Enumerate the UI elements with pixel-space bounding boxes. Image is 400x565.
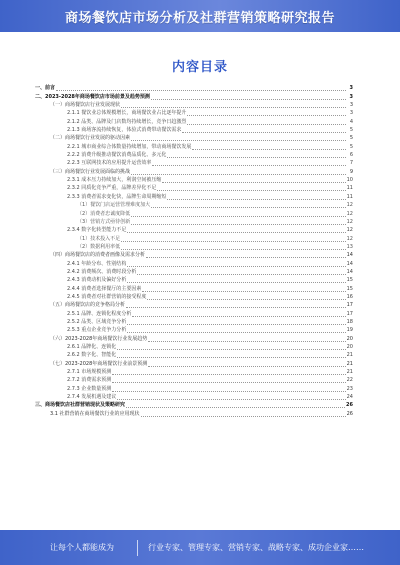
toc-entry-title: （七）2023-2028年商场餐饮行业前景预测 (50, 360, 148, 367)
toc-entry-title: （1）餐饮门店运营管理难度加大 (77, 202, 151, 209)
toc-dot-leader (141, 416, 346, 417)
toc-dot-leader (121, 241, 345, 242)
report-header-banner (0, 0, 400, 32)
toc-entry[interactable] (33, 251, 353, 259)
toc-dot-leader (127, 232, 345, 233)
toc-entry[interactable] (33, 276, 353, 284)
toc-entry-page: 19 (346, 327, 353, 334)
footer-banner (0, 530, 400, 565)
toc-entry[interactable] (33, 109, 353, 117)
toc-entry[interactable] (33, 401, 353, 409)
toc-entry[interactable] (33, 84, 353, 92)
toc-entry-page: 3 (349, 102, 353, 109)
toc-entry[interactable] (33, 92, 353, 100)
toc-dot-leader (121, 107, 346, 108)
toc-entry-page: 13 (346, 243, 353, 250)
toc-dot-leader (142, 291, 345, 292)
toc-dot-leader (127, 324, 345, 325)
toc-entry-title: （1）技术投入不足 (77, 235, 121, 242)
toc-entry[interactable] (33, 218, 353, 226)
toc-heading: 内容目录 (171, 60, 228, 75)
toc-entry-page: 12 (346, 202, 353, 209)
toc-entry[interactable] (33, 243, 353, 251)
toc-entry-title: 2.1.2 品类、品牌及门店数均持续增长，竞争日趋激烈 (67, 118, 187, 125)
toc-dot-leader (56, 90, 346, 91)
toc-entry-page: 5 (349, 143, 353, 150)
toc-entry-title: 2.7.3 企业数量预测 (67, 385, 112, 392)
toc-entry[interactable] (33, 326, 353, 334)
toc-entry[interactable] (33, 151, 353, 159)
toc-entry[interactable] (33, 126, 353, 134)
toc-dot-leader (151, 99, 346, 100)
toc-dot-leader (112, 382, 345, 383)
toc-entry-page: 15 (346, 285, 353, 292)
toc-entry-page: 6 (349, 152, 353, 159)
toc-entry-title: 2.5.1 品牌、连锁化程度分析 (67, 310, 132, 317)
toc-entry-page: 21 (346, 369, 353, 376)
toc-entry-page: 14 (346, 252, 353, 259)
toc-entry-title: （四）商场餐饮店的消费者画像及需求分析 (50, 252, 146, 259)
toc-entry-title: 2.1.1 餐饮业总体规模增长，商场餐饮业占比逐年提升 (67, 110, 187, 117)
toc-entry-title: 2.4.5 消费者对社群营销的接受程度 (67, 293, 147, 300)
toc-dot-leader (117, 399, 345, 400)
toc-entry[interactable] (33, 192, 353, 200)
toc-entry-title: （六）2023-2028年商场餐饮行业发展趋势 (50, 335, 148, 342)
toc-entry-page: 7 (349, 160, 353, 167)
toc-dot-leader (127, 332, 345, 333)
toc-entry-page: 3 (349, 85, 353, 92)
table-of-contents (33, 84, 353, 418)
toc-entry-page: 3 (349, 93, 353, 100)
toc-entry[interactable] (33, 101, 353, 109)
toc-entry-page: 17 (346, 310, 353, 317)
toc-entry-title: 2.6.2 数字化、智能化 (67, 352, 117, 359)
toc-entry-title: 2.2.2 消费升级推动餐饮消费品质化、多元化 (67, 152, 167, 159)
toc-entry[interactable] (33, 384, 353, 392)
toc-dot-leader (151, 207, 345, 208)
toc-entry-page: 15 (346, 277, 353, 284)
toc-entry-page: 11 (346, 193, 353, 200)
toc-dot-leader (131, 224, 345, 225)
toc-entry-title: 2.7.1 市场规模预测 (67, 369, 112, 376)
toc-entry-page: 26 (346, 410, 353, 417)
toc-entry-title: 一、前言 (35, 85, 56, 92)
toc-dot-leader (146, 257, 346, 258)
toc-dot-leader (131, 174, 346, 175)
toc-dot-leader (126, 307, 346, 308)
toc-entry-page: 14 (346, 268, 353, 275)
toc-dot-leader (187, 115, 346, 116)
toc-dot-leader (127, 266, 345, 267)
toc-dot-leader (112, 391, 345, 392)
toc-dot-leader (187, 124, 346, 125)
toc-entry-title: 三、商场餐饮店社群营销现状及策略研究 (35, 402, 126, 409)
toc-dot-leader (157, 190, 345, 191)
toc-entry-page: 9 (349, 168, 353, 175)
toc-entry[interactable] (33, 268, 353, 276)
footer-divider (137, 540, 138, 556)
toc-entry-title: （3）营销方式亟待创新 (77, 218, 131, 225)
toc-dot-leader (117, 349, 345, 350)
toc-entry-title: （三）商场餐饮行业发展面临的挑战 (50, 168, 131, 175)
toc-dot-leader (147, 299, 345, 300)
toc-entry[interactable] (33, 159, 353, 167)
toc-entry[interactable] (33, 134, 353, 142)
toc-entry-page: 24 (346, 394, 353, 401)
toc-entry[interactable] (33, 259, 353, 267)
toc-entry[interactable] (33, 293, 353, 301)
toc-dot-leader (137, 274, 345, 275)
toc-entry-title: 2.5.2 品类、区域竞争分析 (67, 318, 127, 325)
toc-entry[interactable] (33, 368, 353, 376)
toc-entry-page: 21 (346, 352, 353, 359)
toc-entry[interactable] (33, 351, 353, 359)
toc-entry-title: 2.3.3 消费者需求变化快，品牌生命周期缩短 (67, 193, 167, 200)
toc-entry-page: 12 (346, 210, 353, 217)
toc-entry-page: 5 (349, 135, 353, 142)
toc-dot-leader (167, 157, 346, 158)
toc-dot-leader (127, 282, 345, 283)
toc-entry-title: 2.7.2 消费需求预测 (67, 377, 112, 384)
toc-entry-page: 16 (346, 293, 353, 300)
toc-dot-leader (131, 216, 345, 217)
toc-entry-page: 5 (349, 127, 353, 134)
toc-entry[interactable] (33, 176, 353, 184)
toc-entry[interactable] (33, 234, 353, 242)
footer-slogan-right: 行业专家、管理专家、营销专家、战略专家、成功企业家…… (148, 543, 364, 552)
toc-entry-page: 18 (346, 318, 353, 325)
toc-entry-page: 20 (346, 344, 353, 350)
toc-entry[interactable] (33, 201, 353, 209)
toc-dot-leader (162, 182, 345, 183)
toc-entry[interactable] (33, 226, 353, 234)
toc-entry-title: 2.6.1 品牌化、连锁化 (67, 344, 117, 350)
toc-entry-title: 2.5.3 重点企业竞争力分析 (67, 327, 127, 334)
toc-entry[interactable] (33, 284, 353, 292)
toc-entry[interactable] (33, 142, 353, 150)
toc-entry[interactable] (33, 309, 353, 317)
toc-entry[interactable] (33, 318, 353, 326)
toc-dot-leader (148, 366, 345, 367)
toc-entry[interactable] (33, 167, 353, 175)
toc-dot-leader (167, 199, 345, 200)
toc-entry[interactable] (33, 209, 353, 217)
toc-entry-title: （二）商场餐饮行业发展的驱动因素 (50, 135, 131, 142)
toc-entry[interactable] (33, 184, 353, 192)
toc-entry-page: 20 (346, 335, 353, 342)
toc-entry-title: （一）商场餐饮店行业发展现状 (50, 102, 121, 109)
toc-entry-page: 23 (346, 385, 353, 392)
toc-entry-title: 2.1.3 商场客流持续恢复，体验式消费带动餐饮需求 (67, 127, 182, 134)
toc-entry[interactable] (33, 409, 353, 417)
toc-entry-title: 2.2.1 城市商业综合体数量持续增加，带动商场餐饮发展 (67, 143, 192, 150)
toc-entry[interactable] (33, 359, 353, 367)
footer-slogan-left: 让每个人都能成为 (50, 543, 114, 552)
toc-entry[interactable] (33, 334, 353, 342)
toc-entry-page: 26 (346, 402, 353, 409)
toc-entry-page: 17 (346, 302, 353, 309)
toc-entry-title: 2.2.3 互联网技术的应用提升运营效率 (67, 160, 152, 167)
toc-dot-leader (112, 374, 345, 375)
toc-entry-title: 2.4.3 消费动机及偏好分析 (67, 277, 127, 284)
toc-entry-title: 2.3.4 数字化转型能力不足 (67, 227, 127, 234)
toc-entry-page: 10 (346, 177, 353, 184)
toc-entry-title: （五）商场餐饮店的竞争格局分析 (50, 302, 126, 309)
toc-entry-title: 2.3.1 成本压力持续加大，利润空间被压缩 (67, 177, 162, 184)
toc-dot-leader (148, 341, 345, 342)
toc-dot-leader (126, 407, 345, 408)
toc-entry[interactable] (33, 393, 353, 401)
toc-entry-page: 3 (349, 110, 353, 117)
toc-entry[interactable] (33, 376, 353, 384)
toc-dot-leader (182, 132, 346, 133)
toc-entry-title: 2.3.2 同质化竞争严重，品牌差异化不足 (67, 185, 157, 192)
toc-entry-title: 2.4.2 消费频次、消费时段分析 (67, 268, 137, 275)
toc-dot-leader (117, 357, 345, 358)
toc-dot-leader (132, 316, 345, 317)
toc-entry-title: 2.7.4 发展机遇及建议 (67, 394, 117, 401)
toc-entry-page: 12 (346, 227, 353, 234)
toc-dot-leader (152, 165, 346, 166)
toc-dot-leader (121, 249, 345, 250)
toc-entry-page: 21 (346, 360, 353, 367)
toc-entry[interactable] (33, 117, 353, 125)
toc-entry[interactable] (33, 343, 353, 351)
toc-entry-title: 2.4.4 消费者选择餐厅的主要因素 (67, 285, 142, 292)
toc-entry-title: 3.1 社群营销在商场餐饮行业的应用现状 (50, 410, 140, 417)
toc-entry-title: （2）消费者忠诚度降低 (77, 210, 131, 217)
toc-entry-page: 12 (346, 235, 353, 242)
toc-entry-page: 12 (346, 218, 353, 225)
toc-entry-page: 11 (346, 185, 353, 192)
toc-dot-leader (131, 140, 346, 141)
toc-entry[interactable] (33, 301, 353, 309)
toc-entry-page: 14 (346, 260, 353, 267)
toc-entry-title: 2.4.1 年龄分布、性别结构 (67, 260, 127, 267)
report-title: 商场餐饮店市场分析及社群营销策略研究报告 (64, 10, 335, 26)
toc-entry-page: 4 (349, 118, 353, 125)
toc-entry-page: 22 (346, 377, 353, 384)
toc-entry-title: （2）数据利用率低 (77, 243, 121, 250)
toc-dot-leader (192, 149, 346, 150)
toc-entry-title: 二、2023-2028年商场餐饮店市场前景及趋势预测 (35, 93, 150, 100)
